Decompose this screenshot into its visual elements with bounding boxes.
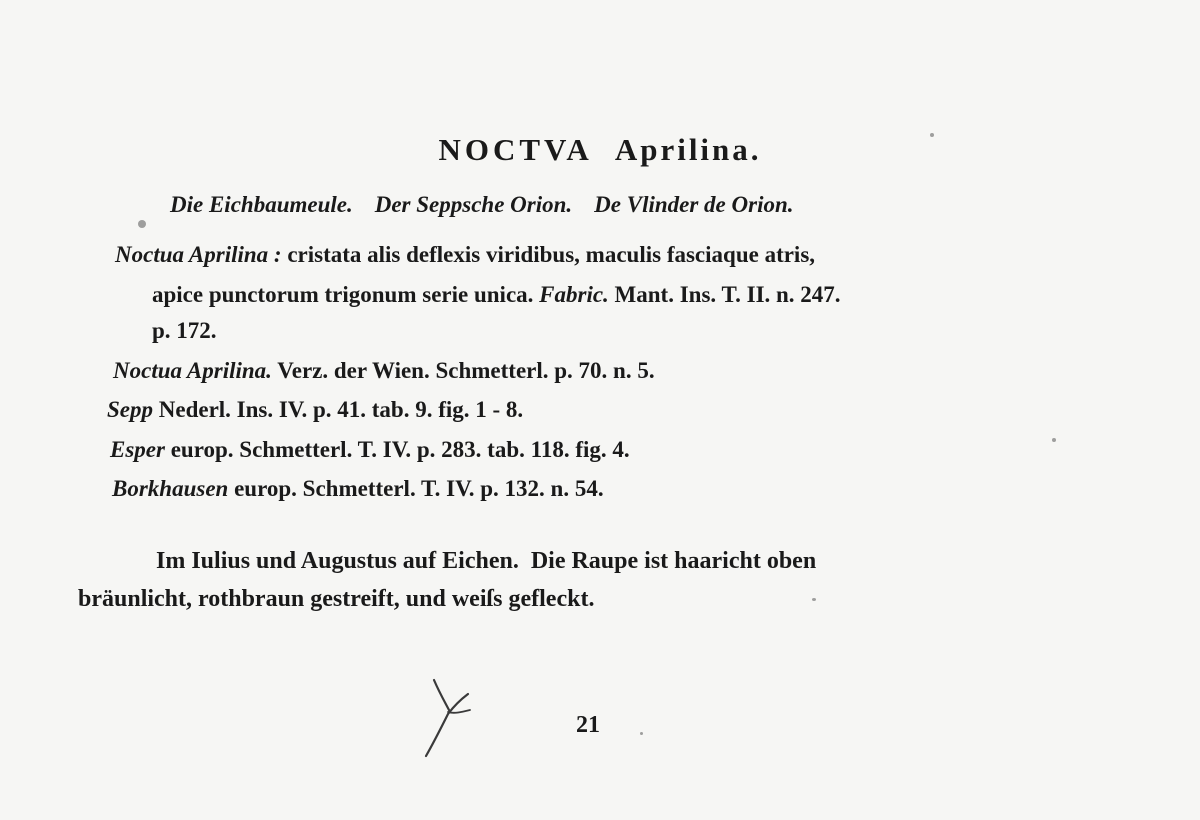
reference-author: Noctua Aprilina. xyxy=(113,358,272,383)
pencil-mark xyxy=(420,672,490,762)
reference-text: apice punctorum trigonum serie unica. xyxy=(152,282,540,307)
common-name-dutch: De Vlinder de Orion. xyxy=(594,192,794,217)
reference-line xyxy=(113,358,655,384)
common-name-sepp: Der Seppsche Orion. xyxy=(374,192,573,217)
ink-speck xyxy=(138,220,146,228)
species-name: Aprilina. xyxy=(614,132,762,167)
reference-author: Borkhausen xyxy=(112,476,229,501)
habitat-note-line: Im Iulius und Augustus auf Eichen. Die Raupe ist haaricht oben xyxy=(156,548,817,574)
common-name-german: Die Eichbaumeule. xyxy=(170,192,353,217)
ink-speck xyxy=(1052,438,1056,442)
ink-speck xyxy=(812,598,816,601)
common-names xyxy=(170,192,816,218)
reference-author: Noctua Aprilina : xyxy=(115,242,282,267)
reference-text: p. 172. xyxy=(152,318,217,343)
reference-line xyxy=(115,242,815,268)
reference-continuation xyxy=(152,318,217,344)
reference-line xyxy=(107,397,523,423)
genus-name: NOCTVA xyxy=(438,132,593,167)
reference-text: Mant. Ins. T. II. n. 247. xyxy=(608,282,841,307)
reference-author: Esper xyxy=(110,437,165,462)
reference-line xyxy=(112,476,604,502)
reference-continuation xyxy=(152,282,841,308)
reference-text: europ. Schmetterl. T. IV. p. 132. n. 54. xyxy=(234,476,604,501)
reference-text: Nederl. Ins. IV. p. 41. tab. 9. fig. 1 - 8. xyxy=(158,397,524,422)
page-number: 21 xyxy=(576,712,600,738)
reference-line xyxy=(110,437,630,463)
reference-text: Verz. der Wien. Schmetterl. p. 70. n. 5. xyxy=(277,358,655,383)
habitat-note-line: bräunlicht, rothbraun gestreift, und weiſs gefleckt. xyxy=(78,586,595,612)
reference-author: Fabric. xyxy=(539,282,609,307)
ink-speck xyxy=(640,732,643,735)
reference-author: Sepp xyxy=(107,397,153,422)
reference-text: cristata alis deflexis viridibus, maculis fasciaque atris, xyxy=(287,242,816,267)
reference-text: europ. Schmetterl. T. IV. p. 283. tab. 118. fig. 4. xyxy=(170,437,630,462)
species-heading xyxy=(0,132,1200,168)
